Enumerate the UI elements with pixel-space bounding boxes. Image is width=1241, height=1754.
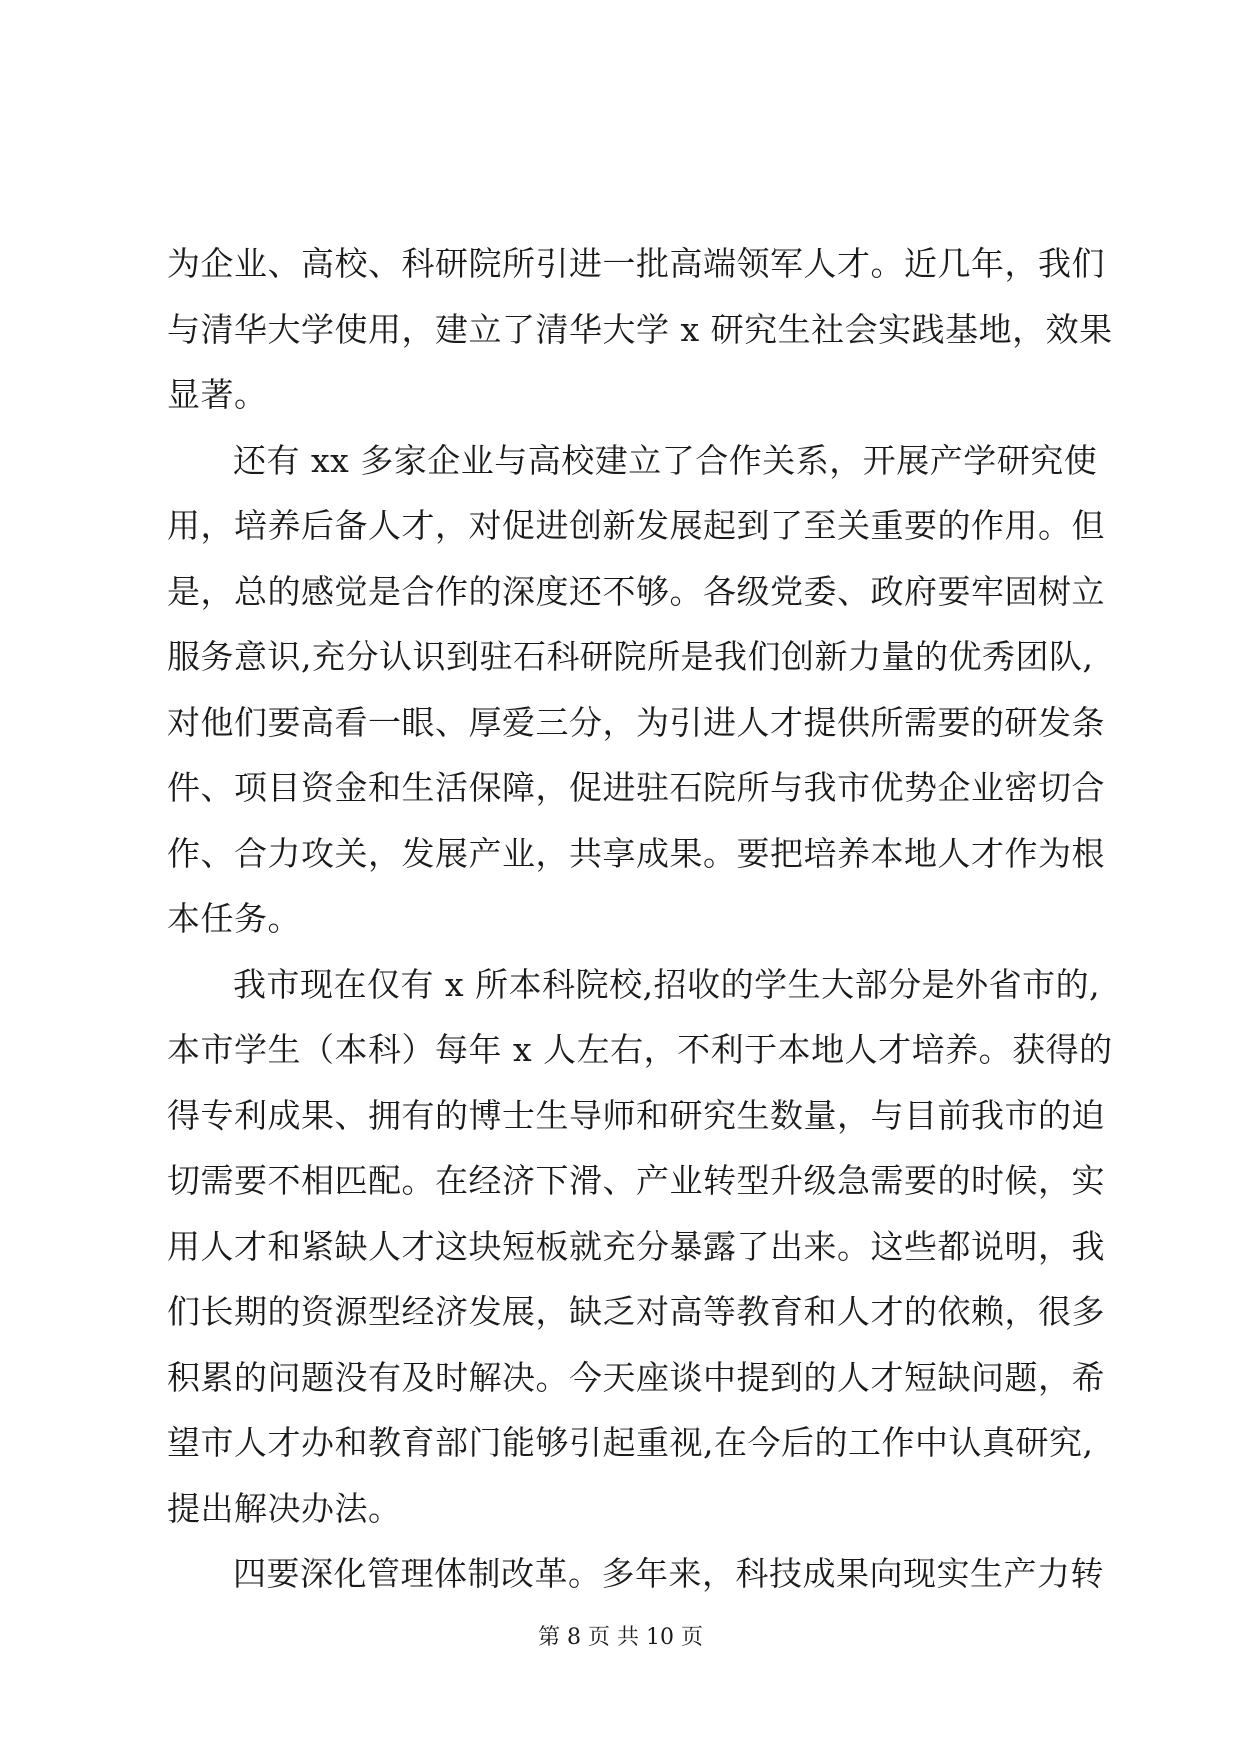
text-line: 还有 xx 多家企业与高校建立了合作关系，开展产学研究使 (233, 440, 1098, 480)
text-line: 提出解决办法。 (167, 1488, 402, 1528)
paragraph (167, 231, 1113, 428)
text-line: 服务意识,充分认识到驻石科研院所是我们创新力量的优秀团队, (167, 637, 1094, 676)
paragraph (167, 1541, 1104, 1607)
text-line: 用人才和紧缺人才这块短板就充分暴露了出来。这些都说明，我 (167, 1226, 1105, 1266)
text-line: 切需要不相匹配。在经济下滑、产业转型升级急需要的时候，实 (167, 1161, 1105, 1200)
text-line: 为企业、高校、科研院所引进一批高端领军人才。近几年，我们 (167, 244, 1105, 283)
text-line: 作、合力攻关，发展产业，共享成果。要把培养本地人才作为根 (167, 833, 1105, 873)
text-line: 本市学生（本科）每年 x 人左右，不利于本地人才培养。获得的 (167, 1030, 1113, 1069)
text-line: 望市人才办和教育部门能够引起重视,在今后的工作中认真研究, (167, 1423, 1094, 1462)
text-line: 用，培养后备人才，对促进创新发展起到了至关重要的作用。但 (167, 506, 1105, 545)
document-body (167, 231, 1113, 1607)
text-line: 件、项目资金和生活保障，促进驻石院所与我市优势企业密切合 (167, 768, 1105, 807)
text-line: 与清华大学使用，建立了清华大学 x 研究生社会实践基地，效果 (167, 309, 1113, 349)
paragraph (167, 428, 1105, 952)
text-line: 本任务。 (167, 899, 301, 938)
text-line: 我市现在仅有 x 所本科院校,招收的学生大部分是外省市的, (233, 964, 1101, 1004)
paragraph (167, 952, 1113, 1542)
text-line: 是，总的感觉是合作的深度还不够。各级党委、政府要牢固树立 (167, 571, 1105, 611)
text-line: 四要深化管理体制改革。多年来，科技成果向现实生产力转 (233, 1554, 1104, 1593)
text-line: 对他们要高看一眼、厚爱三分，为引进人才提供所需要的研发条 (167, 702, 1105, 742)
text-line: 积累的问题没有及时解决。今天座谈中提到的人才短缺问题，希 (167, 1357, 1105, 1397)
text-line: 得专利成果、拥有的博士生导师和研究生数量，与目前我市的迫 (167, 1095, 1105, 1135)
text-line: 们长期的资源型经济发展，缺乏对高等教育和人才的依赖，很多 (167, 1292, 1105, 1331)
page-footer: 第 8 页 共 10 页 (538, 1625, 703, 1650)
text-line: 显著。 (167, 375, 268, 414)
